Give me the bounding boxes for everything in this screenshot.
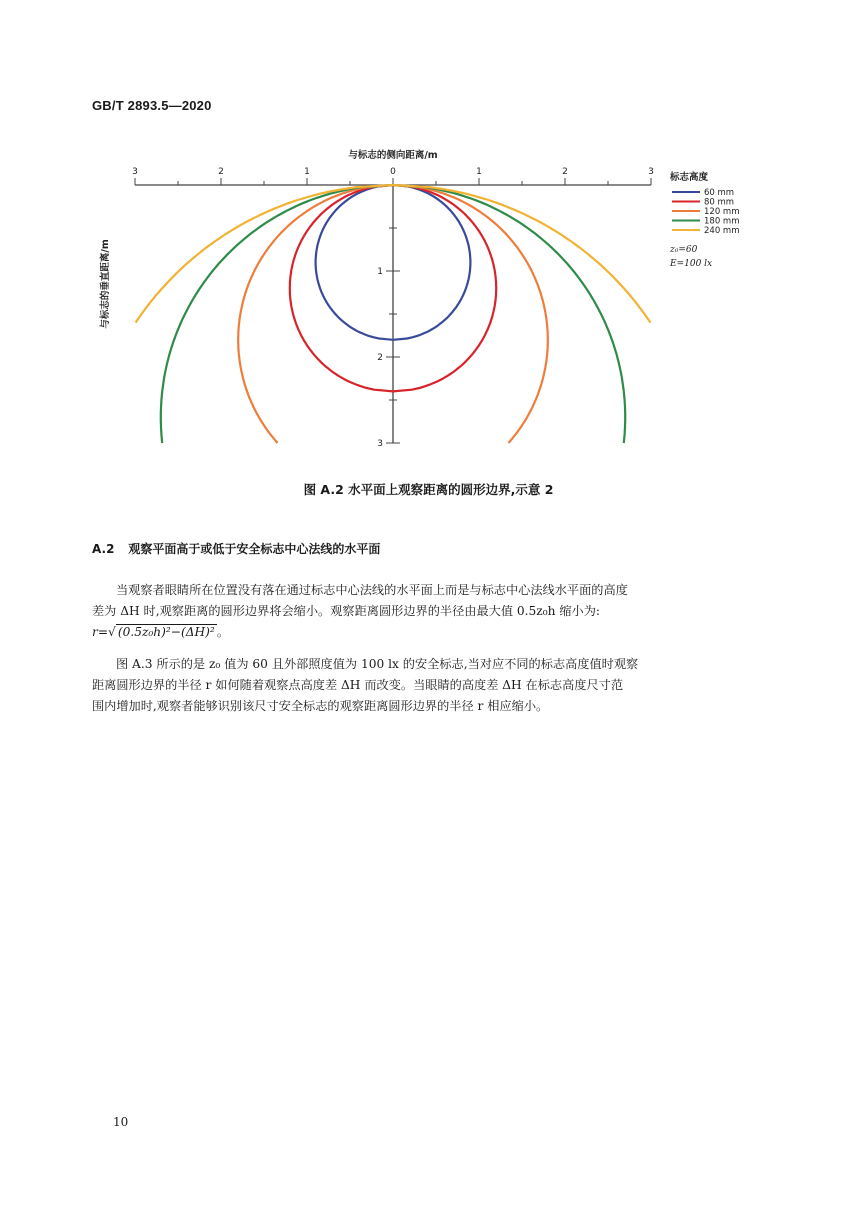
y-tick-label: 2 — [377, 353, 383, 363]
legend-label: 80 mm — [704, 197, 735, 208]
x-tick-label: 3 — [648, 167, 654, 177]
figure-a2 — [80, 140, 760, 470]
section-title: 观察平面高于或低于安全标志中心法线的水平面 — [128, 542, 381, 556]
legend-note: E=100 lx — [670, 259, 713, 269]
x-axis-label: 与标志的侧向距离/m — [348, 150, 438, 161]
figure-caption: 图 A.2 水平面上观察距离的圆形边界,示意 2 — [303, 482, 554, 497]
formula-lhs: r= — [92, 625, 109, 639]
paragraph-1-line-2: 差为 ΔH 时,观察距离的圆形边界将会缩小。观察距离圆形边界的半径由最大值 0.5z₀h 缩小为: — [92, 604, 601, 618]
y-tick-label: 3 — [377, 439, 383, 449]
x-tick-label: 1 — [304, 167, 310, 177]
legend-label: 60 mm — [704, 188, 735, 198]
x-tick-label: 1 — [476, 167, 482, 177]
legend-label: 120 mm — [704, 207, 740, 217]
paragraph-2-line-3: 围内增加时,观察者能够识别该尺寸安全标志的观察距离圆形边界的半径 r 相应缩小。 — [92, 699, 549, 713]
paragraph-2 — [92, 654, 764, 717]
curve-right-80-mm — [393, 185, 496, 391]
x-tick-label: 2 — [218, 167, 224, 177]
chart-svg — [80, 140, 760, 470]
curve-left-120-mm — [238, 185, 393, 443]
legend-label: 180 mm — [704, 216, 740, 227]
legend-note: z₀=60 — [670, 245, 698, 255]
formula: r=√ (0.5z₀h)²−(ΔH)² 。 — [92, 625, 229, 639]
paragraph-2-line-2: 距离圆形边界的半径 r 如何随着观察点高度差 ΔH 而改变。当眼睛的高度差 ΔH 在标志高度尺寸范 — [92, 678, 624, 692]
standard-code: GB/T 2893.5—2020 — [92, 98, 212, 113]
y-axis-label: 与标志的垂直距离/m — [100, 239, 111, 329]
x-tick-label: 3 — [132, 167, 138, 177]
curve-right-180-mm — [393, 185, 625, 443]
legend-title: 标志高度 — [670, 172, 709, 183]
formula-radicand: (0.5z₀h)²−(ΔH)² — [117, 625, 215, 639]
section-number: A.2 — [92, 542, 115, 556]
curve-right-120-mm — [393, 185, 548, 443]
legend-label: 240 mm — [704, 226, 740, 236]
y-tick-label: 1 — [377, 267, 383, 277]
section-heading — [92, 540, 380, 557]
paragraph-2-line-1: 图 A.3 所示的是 z₀ 值为 60 且外部照度值为 100 lx 的安全标志,当对应不同的标志高度值时观察 — [116, 657, 639, 671]
paragraph-1-line-1: 当观察者眼睛所在位置没有落在通过标志中心法线的水平面上而是与标志中心法线水平面的高度 — [116, 583, 628, 597]
x-tick-label: 0 — [390, 167, 396, 177]
x-tick-label: 2 — [562, 167, 568, 177]
paragraph-1 — [92, 580, 764, 643]
formula-end: 。 — [216, 625, 229, 639]
curve-left-180-mm — [161, 185, 393, 443]
page-number: 10 — [113, 1115, 129, 1129]
